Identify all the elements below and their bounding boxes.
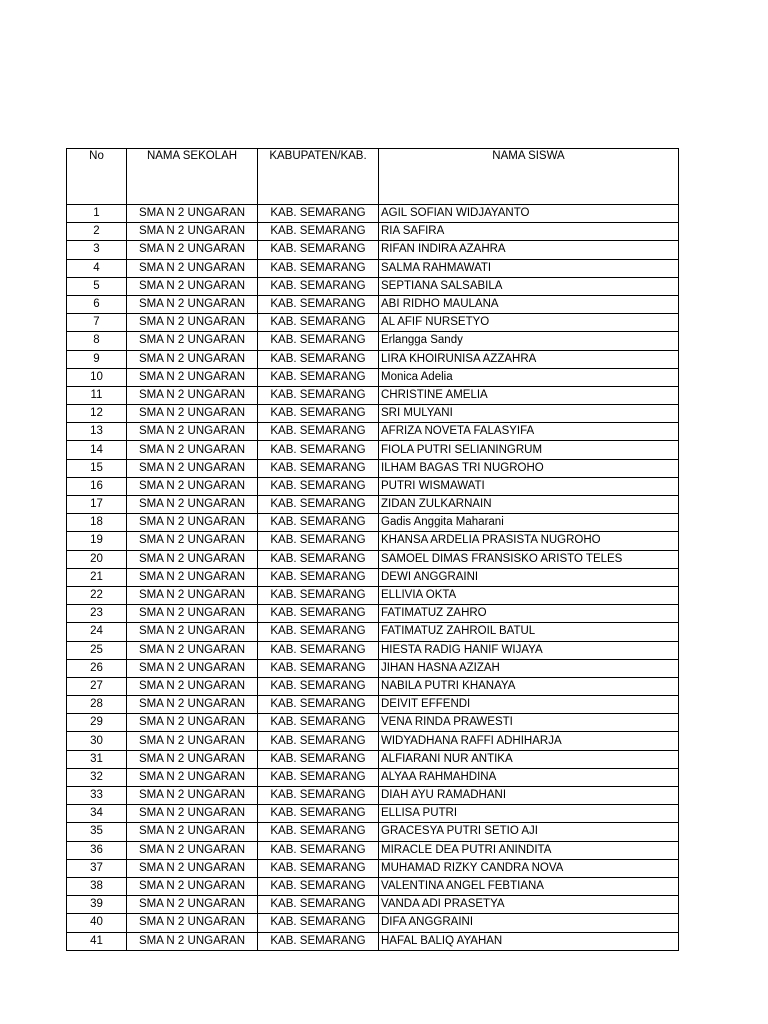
cell-school: SMA N 2 UNGARAN <box>127 477 258 495</box>
cell-regency: KAB. SEMARANG <box>258 641 379 659</box>
cell-regency: KAB. SEMARANG <box>258 350 379 368</box>
cell-no: 28 <box>67 696 127 714</box>
cell-school: SMA N 2 UNGARAN <box>127 896 258 914</box>
cell-no: 32 <box>67 768 127 786</box>
cell-regency: KAB. SEMARANG <box>258 277 379 295</box>
cell-regency: KAB. SEMARANG <box>258 205 379 223</box>
cell-regency: KAB. SEMARANG <box>258 659 379 677</box>
header-school: NAMA SEKOLAH <box>127 149 258 205</box>
cell-no: 16 <box>67 477 127 495</box>
cell-student-name: MUHAMAD RIZKY CANDRA NOVA <box>379 859 679 877</box>
cell-regency: KAB. SEMARANG <box>258 932 379 950</box>
table-row <box>67 459 679 477</box>
cell-regency: KAB. SEMARANG <box>258 441 379 459</box>
cell-student-name: KHANSA ARDELIA PRASISTA NUGROHO <box>379 532 679 550</box>
cell-regency: KAB. SEMARANG <box>258 877 379 895</box>
cell-school: SMA N 2 UNGARAN <box>127 550 258 568</box>
cell-regency: KAB. SEMARANG <box>258 405 379 423</box>
cell-regency: KAB. SEMARANG <box>258 223 379 241</box>
cell-school: SMA N 2 UNGARAN <box>127 496 258 514</box>
cell-regency: KAB. SEMARANG <box>258 805 379 823</box>
cell-no: 10 <box>67 368 127 386</box>
cell-school: SMA N 2 UNGARAN <box>127 605 258 623</box>
cell-student-name: SRI MULYANI <box>379 405 679 423</box>
cell-student-name: RIA SAFIRA <box>379 223 679 241</box>
cell-student-name: RIFAN INDIRA AZAHRA <box>379 241 679 259</box>
cell-regency: KAB. SEMARANG <box>258 823 379 841</box>
cell-student-name: AL AFIF NURSETYO <box>379 314 679 332</box>
cell-school: SMA N 2 UNGARAN <box>127 623 258 641</box>
cell-no: 39 <box>67 896 127 914</box>
cell-school: SMA N 2 UNGARAN <box>127 586 258 604</box>
cell-regency: KAB. SEMARANG <box>258 750 379 768</box>
cell-no: 22 <box>67 586 127 604</box>
table-row <box>67 496 679 514</box>
cell-school: SMA N 2 UNGARAN <box>127 405 258 423</box>
table-row <box>67 405 679 423</box>
cell-regency: KAB. SEMARANG <box>258 768 379 786</box>
cell-school: SMA N 2 UNGARAN <box>127 768 258 786</box>
cell-school: SMA N 2 UNGARAN <box>127 368 258 386</box>
cell-student-name: ELLISA PUTRI <box>379 805 679 823</box>
table-row <box>67 259 679 277</box>
cell-student-name: VENA RINDA PRAWESTI <box>379 714 679 732</box>
table-row <box>67 586 679 604</box>
cell-no: 40 <box>67 914 127 932</box>
cell-school: SMA N 2 UNGARAN <box>127 423 258 441</box>
cell-no: 1 <box>67 205 127 223</box>
cell-student-name: LIRA KHOIRUNISA AZZAHRA <box>379 350 679 368</box>
cell-student-name: DEIVIT EFFENDI <box>379 696 679 714</box>
cell-regency: KAB. SEMARANG <box>258 259 379 277</box>
table-row <box>67 314 679 332</box>
cell-school: SMA N 2 UNGARAN <box>127 205 258 223</box>
cell-school: SMA N 2 UNGARAN <box>127 386 258 404</box>
table-row <box>67 241 679 259</box>
table-row <box>67 332 679 350</box>
cell-regency: KAB. SEMARANG <box>258 605 379 623</box>
table-row <box>67 568 679 586</box>
cell-no: 35 <box>67 823 127 841</box>
table-row <box>67 205 679 223</box>
cell-no: 18 <box>67 514 127 532</box>
table-row <box>67 423 679 441</box>
cell-school: SMA N 2 UNGARAN <box>127 277 258 295</box>
table-row <box>67 696 679 714</box>
cell-no: 7 <box>67 314 127 332</box>
cell-regency: KAB. SEMARANG <box>258 532 379 550</box>
cell-student-name: CHRISTINE AMELIA <box>379 386 679 404</box>
cell-student-name: SEPTIANA SALSABILA <box>379 277 679 295</box>
cell-school: SMA N 2 UNGARAN <box>127 714 258 732</box>
table-row <box>67 823 679 841</box>
cell-student-name: DIFA ANGGRAINI <box>379 914 679 932</box>
cell-student-name: FIOLA PUTRI SELIANINGRUM <box>379 441 679 459</box>
cell-school: SMA N 2 UNGARAN <box>127 750 258 768</box>
cell-regency: KAB. SEMARANG <box>258 514 379 532</box>
cell-no: 26 <box>67 659 127 677</box>
student-list-table <box>66 148 679 951</box>
cell-regency: KAB. SEMARANG <box>258 732 379 750</box>
cell-regency: KAB. SEMARANG <box>258 386 379 404</box>
cell-no: 25 <box>67 641 127 659</box>
cell-regency: KAB. SEMARANG <box>258 914 379 932</box>
table-row <box>67 732 679 750</box>
table-row <box>67 514 679 532</box>
table-row <box>67 859 679 877</box>
cell-no: 5 <box>67 277 127 295</box>
table-row <box>67 768 679 786</box>
cell-no: 29 <box>67 714 127 732</box>
cell-student-name: GRACESYA PUTRI SETIO AJI <box>379 823 679 841</box>
table-row <box>67 641 679 659</box>
cell-student-name: ALYAA RAHMAHDINA <box>379 768 679 786</box>
table-body <box>67 205 679 951</box>
cell-no: 13 <box>67 423 127 441</box>
cell-student-name: ABI RIDHO MAULANA <box>379 295 679 313</box>
cell-school: SMA N 2 UNGARAN <box>127 877 258 895</box>
cell-student-name: AGIL SOFIAN WIDJAYANTO <box>379 205 679 223</box>
table-row <box>67 223 679 241</box>
cell-regency: KAB. SEMARANG <box>258 696 379 714</box>
cell-no: 15 <box>67 459 127 477</box>
cell-no: 19 <box>67 532 127 550</box>
cell-student-name: FATIMATUZ ZAHROIL BATUL <box>379 623 679 641</box>
cell-regency: KAB. SEMARANG <box>258 896 379 914</box>
cell-student-name: HAFAL BALIQ AYAHAN <box>379 932 679 950</box>
table-row <box>67 714 679 732</box>
cell-regency: KAB. SEMARANG <box>258 295 379 313</box>
cell-regency: KAB. SEMARANG <box>258 677 379 695</box>
table-row <box>67 750 679 768</box>
cell-school: SMA N 2 UNGARAN <box>127 532 258 550</box>
cell-no: 20 <box>67 550 127 568</box>
cell-regency: KAB. SEMARANG <box>258 368 379 386</box>
table-row <box>67 805 679 823</box>
cell-school: SMA N 2 UNGARAN <box>127 259 258 277</box>
cell-student-name: MIRACLE DEA PUTRI ANINDITA <box>379 841 679 859</box>
cell-student-name: WIDYADHANA RAFFI ADHIHARJA <box>379 732 679 750</box>
cell-student-name: NABILA PUTRI KHANAYA <box>379 677 679 695</box>
table-row <box>67 477 679 495</box>
cell-regency: KAB. SEMARANG <box>258 423 379 441</box>
cell-school: SMA N 2 UNGARAN <box>127 696 258 714</box>
cell-no: 37 <box>67 859 127 877</box>
cell-student-name: DEWI ANGGRAINI <box>379 568 679 586</box>
cell-no: 24 <box>67 623 127 641</box>
cell-school: SMA N 2 UNGARAN <box>127 805 258 823</box>
table-row <box>67 441 679 459</box>
cell-regency: KAB. SEMARANG <box>258 314 379 332</box>
cell-regency: KAB. SEMARANG <box>258 496 379 514</box>
cell-no: 21 <box>67 568 127 586</box>
cell-school: SMA N 2 UNGARAN <box>127 932 258 950</box>
cell-student-name: SAMOEL DIMAS FRANSISKO ARISTO TELES <box>379 550 679 568</box>
cell-no: 17 <box>67 496 127 514</box>
header-no: No <box>67 149 127 205</box>
table-row <box>67 914 679 932</box>
cell-regency: KAB. SEMARANG <box>258 714 379 732</box>
cell-no: 33 <box>67 787 127 805</box>
cell-student-name: VALENTINA ANGEL FEBTIANA <box>379 877 679 895</box>
cell-school: SMA N 2 UNGARAN <box>127 332 258 350</box>
cell-school: SMA N 2 UNGARAN <box>127 223 258 241</box>
cell-student-name: Erlangga Sandy <box>379 332 679 350</box>
cell-student-name: AFRIZA NOVETA FALASYIFA <box>379 423 679 441</box>
cell-regency: KAB. SEMARANG <box>258 623 379 641</box>
cell-no: 38 <box>67 877 127 895</box>
table-row <box>67 295 679 313</box>
cell-school: SMA N 2 UNGARAN <box>127 914 258 932</box>
cell-school: SMA N 2 UNGARAN <box>127 641 258 659</box>
cell-regency: KAB. SEMARANG <box>258 586 379 604</box>
header-regency: KABUPATEN/KAB. <box>258 149 379 205</box>
cell-school: SMA N 2 UNGARAN <box>127 350 258 368</box>
cell-student-name: FATIMATUZ ZAHRO <box>379 605 679 623</box>
cell-school: SMA N 2 UNGARAN <box>127 823 258 841</box>
table-row <box>67 368 679 386</box>
cell-school: SMA N 2 UNGARAN <box>127 295 258 313</box>
cell-no: 36 <box>67 841 127 859</box>
cell-no: 14 <box>67 441 127 459</box>
cell-school: SMA N 2 UNGARAN <box>127 859 258 877</box>
cell-school: SMA N 2 UNGARAN <box>127 841 258 859</box>
cell-no: 8 <box>67 332 127 350</box>
cell-no: 3 <box>67 241 127 259</box>
cell-regency: KAB. SEMARANG <box>258 550 379 568</box>
cell-no: 31 <box>67 750 127 768</box>
cell-school: SMA N 2 UNGARAN <box>127 514 258 532</box>
table-row <box>67 896 679 914</box>
cell-no: 34 <box>67 805 127 823</box>
cell-student-name: SALMA RAHMAWATI <box>379 259 679 277</box>
cell-no: 4 <box>67 259 127 277</box>
table-row <box>67 677 679 695</box>
cell-regency: KAB. SEMARANG <box>258 241 379 259</box>
table-row <box>67 550 679 568</box>
cell-school: SMA N 2 UNGARAN <box>127 459 258 477</box>
cell-no: 41 <box>67 932 127 950</box>
cell-regency: KAB. SEMARANG <box>258 841 379 859</box>
table-row <box>67 659 679 677</box>
table-row <box>67 605 679 623</box>
cell-school: SMA N 2 UNGARAN <box>127 787 258 805</box>
cell-school: SMA N 2 UNGARAN <box>127 659 258 677</box>
header-student: NAMA SISWA <box>379 149 679 205</box>
table-row <box>67 350 679 368</box>
cell-school: SMA N 2 UNGARAN <box>127 314 258 332</box>
cell-regency: KAB. SEMARANG <box>258 332 379 350</box>
table-row <box>67 623 679 641</box>
cell-regency: KAB. SEMARANG <box>258 787 379 805</box>
table-row <box>67 877 679 895</box>
cell-student-name: ELLIVIA OKTA <box>379 586 679 604</box>
cell-student-name: ILHAM BAGAS TRI NUGROHO <box>379 459 679 477</box>
table-row <box>67 386 679 404</box>
cell-no: 9 <box>67 350 127 368</box>
cell-no: 27 <box>67 677 127 695</box>
cell-no: 2 <box>67 223 127 241</box>
cell-no: 11 <box>67 386 127 404</box>
cell-student-name: Monica Adelia <box>379 368 679 386</box>
cell-student-name: HIESTA RADIG HANIF WIJAYA <box>379 641 679 659</box>
table-row <box>67 277 679 295</box>
cell-regency: KAB. SEMARANG <box>258 459 379 477</box>
table-row <box>67 932 679 950</box>
cell-school: SMA N 2 UNGARAN <box>127 732 258 750</box>
cell-student-name: VANDA ADI PRASETYA <box>379 896 679 914</box>
cell-school: SMA N 2 UNGARAN <box>127 441 258 459</box>
cell-regency: KAB. SEMARANG <box>258 859 379 877</box>
header-row <box>67 149 679 205</box>
cell-regency: KAB. SEMARANG <box>258 477 379 495</box>
cell-student-name: Gadis Anggita Maharani <box>379 514 679 532</box>
cell-school: SMA N 2 UNGARAN <box>127 241 258 259</box>
cell-student-name: ZIDAN ZULKARNAIN <box>379 496 679 514</box>
cell-no: 6 <box>67 295 127 313</box>
cell-no: 23 <box>67 605 127 623</box>
cell-regency: KAB. SEMARANG <box>258 568 379 586</box>
cell-no: 12 <box>67 405 127 423</box>
cell-no: 30 <box>67 732 127 750</box>
cell-student-name: JIHAN HASNA AZIZAH <box>379 659 679 677</box>
cell-student-name: DIAH AYU RAMADHANI <box>379 787 679 805</box>
cell-school: SMA N 2 UNGARAN <box>127 568 258 586</box>
cell-student-name: PUTRI WISMAWATI <box>379 477 679 495</box>
cell-school: SMA N 2 UNGARAN <box>127 677 258 695</box>
table-row <box>67 787 679 805</box>
table-row <box>67 532 679 550</box>
table-row <box>67 841 679 859</box>
cell-student-name: ALFIARANI NUR ANTIKA <box>379 750 679 768</box>
